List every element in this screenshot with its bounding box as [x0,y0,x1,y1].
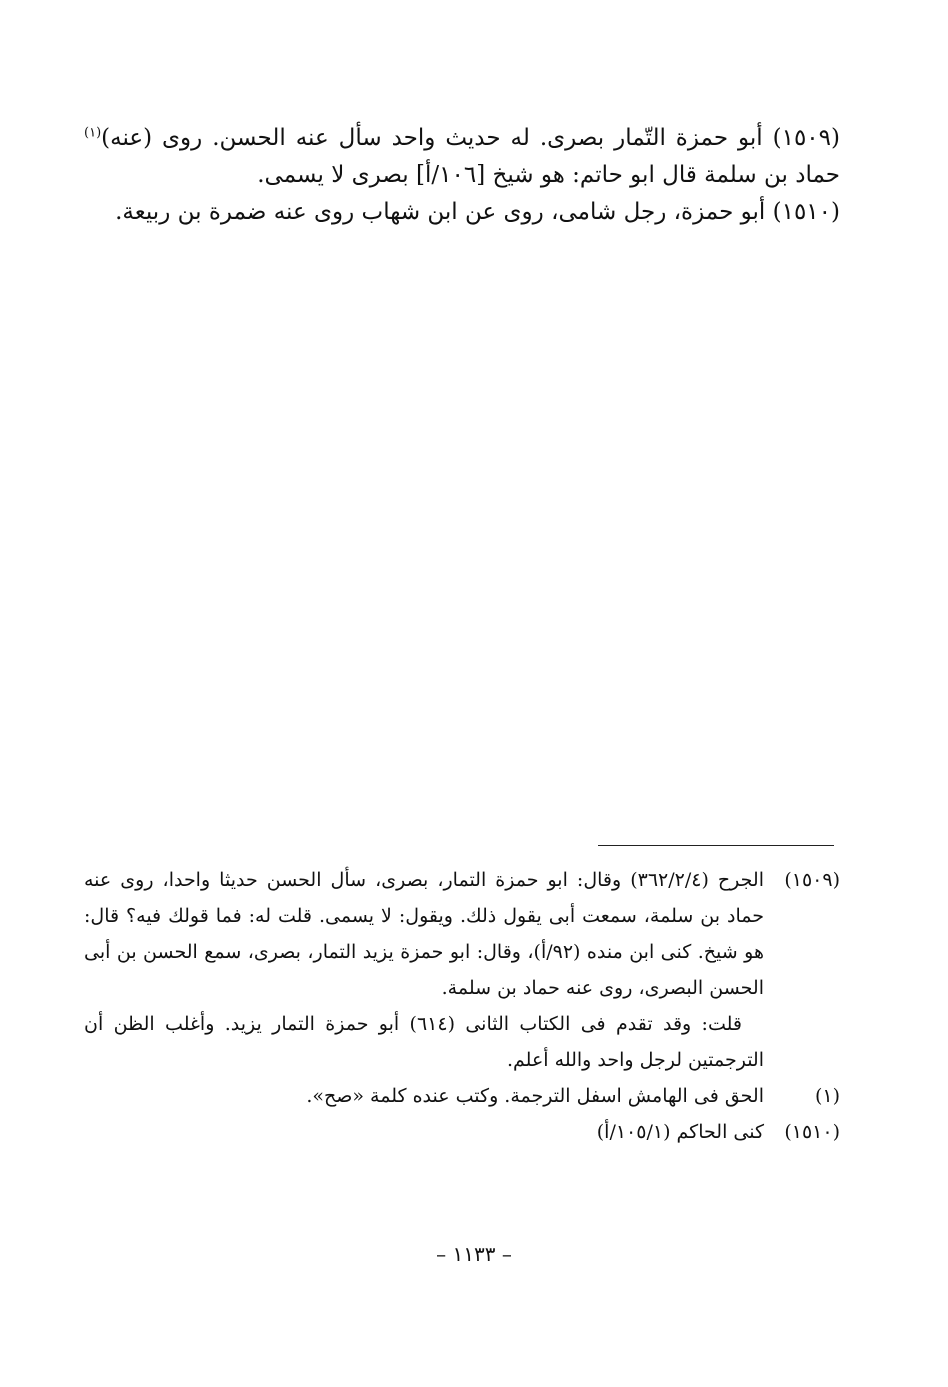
footnote-body [84,862,764,1078]
footnote-ref-1: (١) [84,125,102,141]
footnote-divider [598,845,834,846]
entry-1510: (١٥١٠) أبو حمزة، رجل شامى، روى عن ابن شهاب روى عنه ضمرة بن ربيعة. [115,199,840,225]
footnote-1 [84,1078,840,1114]
footnote-number: (١٥٠٩) [784,869,840,891]
footnote-body [84,1114,764,1150]
footnote-text: الحق فى الهامش اسفل الترجمة. وكتب عنده كلمة «صح». [306,1085,764,1107]
footnote-number: (١٥١٠) [784,1121,840,1143]
footnote-text: كنى الحاكم (١٠٥/١/أ) [596,1121,764,1143]
main-text [84,120,840,231]
entry-1509 [84,120,840,194]
footnote-body [84,1078,764,1114]
page-number: – ١١٣٣ – [436,1242,512,1266]
footnote-1510 [84,1114,840,1150]
footnote-note: قلت: وقد تقدم فى الكتاب الثانى (٦١٤) أبو حمزة التمار يزيد. وأغلب الظن أن الترجمتين لرجل واحد والله أعلم. [84,1013,764,1071]
entry-1509-line2-end: حماد بن سلمة قال ابو حاتم: هو شيخ [١٠٦/أ] بصرى لا يسمى. [257,162,840,188]
entry-1509-line2-start: (عنه) [101,125,153,151]
footnote-text: الجرح (٣٦٢/٢/٤) وقال: ابو حمزة التمار، بصرى، سأل الحسن حديثا واحدا، روى عنه حماد بن سلمة، سمعت أبى يقول ذلك. ويقول: لا يسمى. قلت له: فما قولك فيه؟ قال: هو شيخ. كنى ابن منده (٩٢/أ)، وقال: ابو حمزة يزيد التمار، بصرى، سمع الحسن بن أبى الحسن البصرى، روى عنه حماد بن سلمة. [84,869,764,999]
entry-1509-line1: (١٥٠٩) أبو حمزة التّمار بصرى. له حديث واحد سأل عنه الحسن. روى [162,125,840,151]
footnotes [84,862,840,1150]
footnote-1509 [84,862,840,1078]
footnote-number: (١) [814,1085,840,1107]
